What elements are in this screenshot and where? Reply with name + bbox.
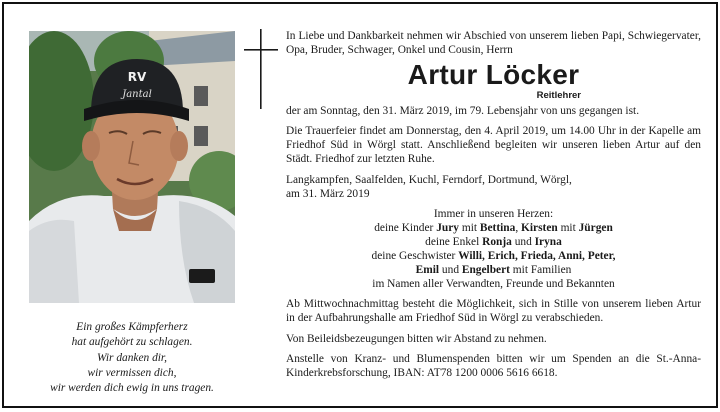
family-heading: Immer in unseren Herzen: <box>433 207 554 220</box>
memorial-verse <box>12 320 252 396</box>
family-relatives: im Namen aller Verwandten, Freunde und Bekannten <box>372 278 615 291</box>
death-notice: der am Sonntag, den 31. März 2019, im 79. Lebensjahr von uns gegangen ist. <box>286 105 640 118</box>
obituary-notice <box>2 2 718 408</box>
viewing-paragraph: Ab Mittwochnachmittag besteht die Möglichkeit, sich in Stille von unserem lieben Artur in der Aufbahrungshalle am Friedhof Süd in Wörgl zu verabschieden. <box>286 298 701 325</box>
funeral-paragraph: Die Trauerfeier findet am Donnerstag, den 4. April 2019, um 14.00 Uhr in der Kapelle am Friedhof Süd in Wörgl statt. Anschließend begleiten wir unseren lieben Artur auf den Städt. Friedhof zur letzten Ruhe. <box>286 125 701 166</box>
family-grandchildren: deine Enkel Ronja und Iryna <box>425 235 562 248</box>
verse-line: wir vermissen dich, <box>87 366 177 379</box>
deceased-profession: Reitlehrer <box>536 90 581 102</box>
places-line: Langkampfen, Saalfelden, Kuchl, Ferndorf, Dortmund, Wörgl, <box>286 173 572 186</box>
place-date: am 31. März 2019 <box>286 187 370 200</box>
portrait-photo <box>29 31 235 303</box>
intro-paragraph: In Liebe und Dankbarkeit nehmen wir Abschied von unserem lieben Papi, Schwiegervater, Opa, Bruder, Schwager, Onkel und Cousin, Herrn <box>286 30 701 57</box>
verse-line: hat aufgehört zu schlagen. <box>71 336 193 349</box>
family-children: deine Kinder Jury mit Bettina, Kirsten mit Jürgen <box>374 221 613 234</box>
cross-icon <box>244 29 278 109</box>
family-list <box>286 207 701 292</box>
verse-line: Ein großes Kämpferherz <box>76 321 188 333</box>
verse-line: Wir danken dir, <box>97 351 167 364</box>
donation-paragraph: Anstelle von Kranz- und Blumenspenden bitten wir um Spenden an die St.-Anna-Kinderkrebsforschung, IBAN: AT78 1200 0006 5616 6618. <box>286 352 701 379</box>
svg-text:Jantal: Jantal <box>122 89 152 100</box>
condolences-paragraph: Von Beileidsbezeugungen bitten wir Abstand zu nehmen. <box>286 332 547 345</box>
deceased-name: Artur Löcker <box>407 59 580 91</box>
announcement-text <box>286 29 701 380</box>
svg-text:RV: RV <box>127 70 147 84</box>
family-siblings-continued: Emil und Engelbert mit Familien <box>415 264 572 277</box>
verse-line: wir werden dich ewig in uns tragen. <box>50 382 214 395</box>
family-siblings: deine Geschwister Willi, Erich, Frieda, Anni, Peter, <box>371 250 616 263</box>
